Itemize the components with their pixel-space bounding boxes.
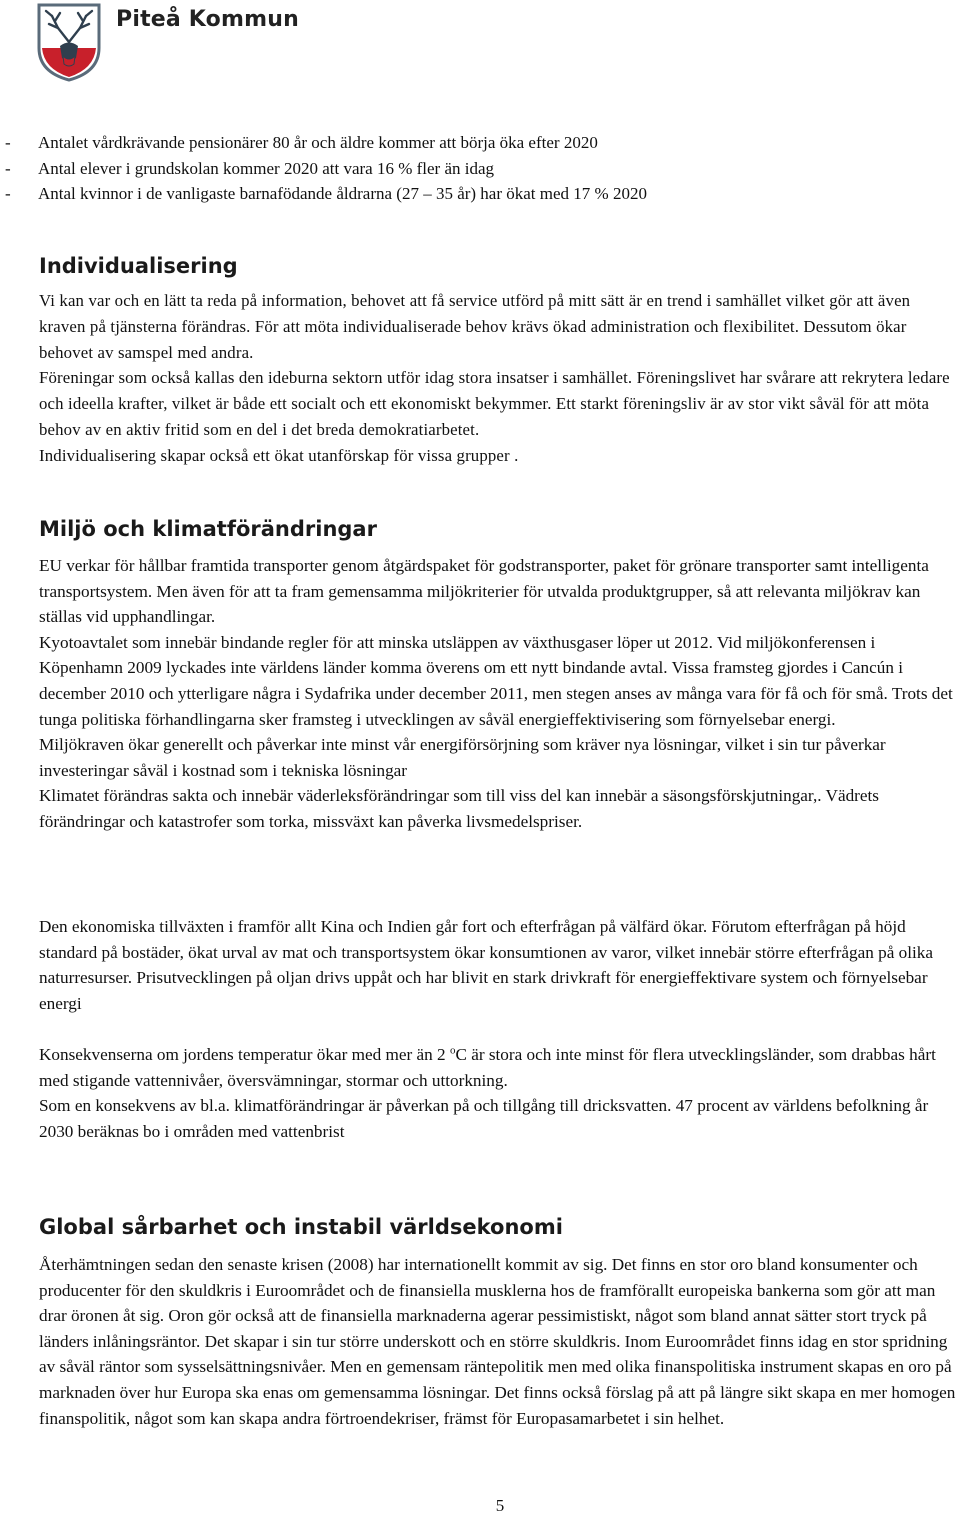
organization-name: Piteå Kommun [116,7,299,32]
list-item [0,181,647,207]
bullet-dash: - [5,158,11,178]
section-body-miljo [39,553,960,835]
list-item-text: Antal elever i grundskolan kommer 2020 att vara 16 % fler än idag [38,158,495,178]
paragraph: Miljökraven ökar generellt och påverkar inte minst vår energiförsörjning som kräver nya lösningar, vilket i sin tur påverkar investeringar såväl i kostnad som i tekniska lösningar [39,735,886,780]
paragraph: Individualisering skapar också ett ökat utanförskap för vissa grupper . [39,445,519,465]
paragraph: EU verkar för hållbar framtida transporter genom åtgärdspaket för godstransporter, paket för grönare transporter samt intelligenta transportsystem. Men även för att ta fram gemensamma miljökriterier för utvalda produktgrupper, så att relevanta miljökrav kan ställas vid upphandlingar. [39,556,929,627]
page-header [36,2,299,82]
paragraph [39,1042,960,1093]
section-body-global [39,1252,960,1431]
degree-superscript: o [449,1044,456,1057]
paragraph: Klimatet förändras sakta och innebär väderleksförändringar som till viss del kan innebär a säsongsförskjutningar,. Vädrets förändringar och katastrofer som torka, missväxt kan påverka livsmedelspriser. [39,786,879,831]
list-item-text: Antal kvinnor i de vanligaste barnafödande åldrarna (27 – 35 år) har ökat med 17 % 2020 [38,184,647,203]
paragraph: Vi kan var och en lätt ta reda på information, behovet att få service utförd på mitt sätt är en trend i samhället vilket gör att även kraven på tjänsterna förändras. För att möta individualiserade behov krävs ökad administration och flexibilitet. Dessutom ökar behovet av samspel med andra. [39,291,911,362]
section-heading-global: Global sårbarhet och instabil världsekonomi [39,1215,563,1239]
bullet-list [0,130,647,207]
paragraph: Den ekonomiska tillväxten i framför allt Kina och Indien går fort och efterfrågan på välfärd ökar. Förutom efterfrågan på höjd standard på bostäder, ökat urval av mat och transportsystem ökar konsumtionen av varor, vilket innebär större efterfrågan på olika naturresurser. Prisutvecklingen på oljan drivs uppåt och har blivit en stark drivkraft för energieffektivare system och förnyelsebar energi [39,917,933,1013]
paragraph: Som en konsekvens av bl.a. klimatförändringar är påverkan på och tillgång till dricksvatten. 47 procent av världens befolkning år 2030 beräknas bo i områden med vattenbrist [39,1096,929,1141]
list-item-text: Antalet vårdkrävande pensionärer 80 år och äldre kommer att börja öka efter 2020 [38,133,598,152]
bullet-dash: - [5,133,11,152]
municipal-coat-of-arms-reindeer-icon [36,2,102,82]
paragraph: Återhämtningen sedan den senaste krisen (2008) har internationellt kommit av sig. Det finns en stor oro bland konsumenter och producenter för den skuldkris i Euroområdet och de finansiella musklerna hos de framförallt europeiska bankerna som gör att man drar öronen åt sig. Oron gör också att de finansiella marknaderna agerar pessimistiskt, något som bland annat sätter stort tryck på länders inlåningsräntor. Det skapar i sin tur större underskott och en större skuldkris. Inom Euroområdet finns idag en stor spridning av såväl räntor som sysselsättningsnivåer. Men en gemensam räntepolitik men med olika finanspolitiska instrument skapas en oro på marknaden över hur Europa ska enas om gemensamma lösningar. Det finns också förslag på att på längre sikt skapa en mer homogen finanspolitik, något som kan skapa andra förtroendekriser, främst för Europasamarbetet i sin helhet. [39,1255,956,1428]
section-heading-miljo: Miljö och klimatförändringar [39,517,377,541]
text-run: C är stora och inte minst för flera utvecklingsländer, som drabbas hårt med stigande vattennivåer, översvämningar, stormar och uttorkning. [39,1045,936,1090]
bullet-dash: - [5,184,11,203]
list-item [0,156,647,182]
paragraph-temperature-consequences [39,1042,960,1144]
paragraph: Kyotoavtalet som innebär bindande regler för att minska utsläppen av växthusgaser löper ut 2012. Vid miljökonferensen i Köpenhamn 2009 lyckades inte världens länder komma överens om ett nytt bindande avtal. Vissa framsteg gjordes i Cancún i december 2010 och ytterligare några i Sydafrika under december 2011, men stegen anses av många vara för få och för små. Trots det tunga politiska förhandlingarna sker framsteg i utvecklingen av såväl energieffektivisering som förnyelsebar energi. [39,632,953,729]
paragraph: Föreningar som också kallas den ideburna sektorn utför idag stora insatser i samhället. Föreningslivet har svårare att rekrytera ledare och ideella krafter, vilket är både ett socialt och ett ekonomiskt bekymmer. Ett starkt föreningsliv är av stor vikt såväl för att möta behov av en aktiv fritid som en del i det breda demokratiarbetet. [39,368,950,439]
list-item [0,130,647,156]
paragraph-economic-growth [39,914,960,1016]
section-body-individualisering [39,288,960,469]
page-number: 5 [495,1496,505,1515]
section-heading-individualisering: Individualisering [39,254,238,278]
text-run: Konsekvenserna om jordens temperatur ökar med mer än 2 [39,1045,450,1064]
